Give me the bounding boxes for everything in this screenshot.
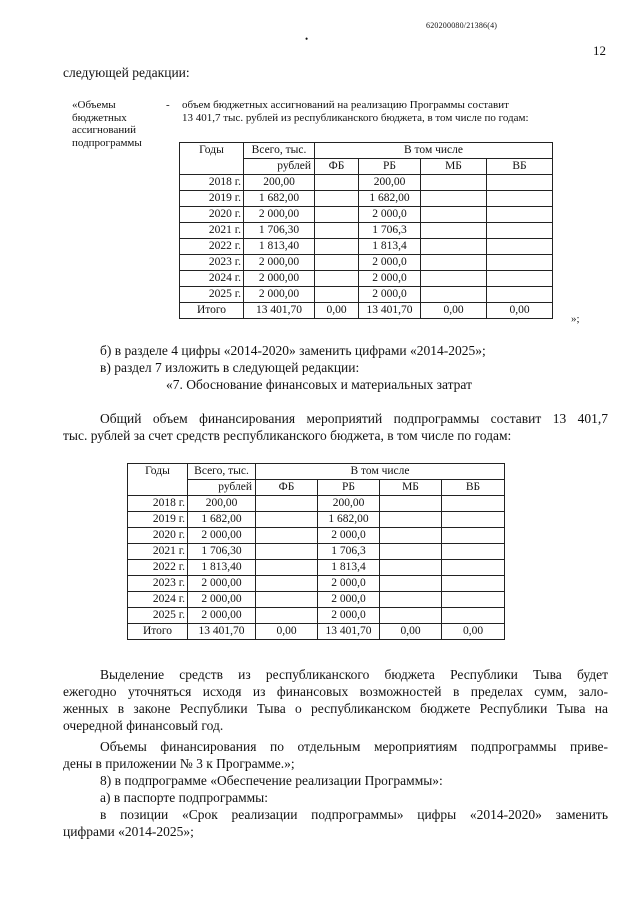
cell-rb: 1 813,4 — [318, 560, 380, 576]
cell-vb: 0,00 — [442, 624, 505, 640]
passport-label — [72, 99, 142, 149]
cell-mb — [421, 271, 487, 287]
passport-text-line: 13 401,7 тыс. рублей из республиканского бюджета, в том числе по годам: — [182, 111, 529, 124]
cell-fb — [315, 287, 359, 303]
allocation-line: женных в законе Республики Тыва о республиканском бюджете Республики Тыва на — [63, 701, 608, 716]
cell-vb — [442, 560, 505, 576]
total-line-2: тыс. рублей за счет средств республиканского бюджета, в том числе по годам: — [63, 428, 512, 443]
header-rb: РБ — [318, 480, 380, 496]
cell-total: 2 000,00 — [188, 528, 256, 544]
cell-mb — [421, 287, 487, 303]
cell-mb — [380, 528, 442, 544]
passport-close: »; — [571, 313, 580, 325]
cell-total: 1 682,00 — [244, 191, 315, 207]
cell-year: 2023 г. — [128, 576, 188, 592]
table-row — [180, 303, 553, 319]
position-line: в позиции «Срок реализации подпрограммы» цифры «2014-2020» заменить — [100, 807, 608, 822]
table-row — [128, 496, 505, 512]
cell-rb: 2 000,0 — [318, 576, 380, 592]
cell-total: 1 706,30 — [188, 544, 256, 560]
passport-label-line: подпрограммы — [72, 136, 142, 149]
header-including: В том числе — [315, 143, 553, 159]
volumes-paragraph — [63, 738, 608, 772]
cell-vb — [442, 592, 505, 608]
table-row — [180, 287, 553, 303]
cell-year: 2020 г. — [128, 528, 188, 544]
cell-rb: 2 000,0 — [359, 207, 421, 223]
cell-mb — [380, 576, 442, 592]
item-8: 8) в подпрограмме «Обеспечение реализации Программы»: — [100, 773, 443, 788]
cell-total: 1 813,40 — [188, 560, 256, 576]
cell-fb — [256, 544, 318, 560]
cell-total: 2 000,00 — [244, 271, 315, 287]
position-line: цифрами «2014-2025»; — [63, 824, 194, 839]
cell-mb: 0,00 — [380, 624, 442, 640]
cell-fb — [256, 608, 318, 624]
cell-fb: 0,00 — [315, 303, 359, 319]
cell-vb — [487, 223, 553, 239]
cell-vb — [442, 528, 505, 544]
cell-year: 2021 г. — [180, 223, 244, 239]
cell-fb — [315, 207, 359, 223]
cell-vb — [442, 576, 505, 592]
cell-total: 1 706,30 — [244, 223, 315, 239]
cell-mb — [380, 608, 442, 624]
cell-fb — [315, 239, 359, 255]
allocation-line: очередной финансовый год. — [63, 718, 224, 733]
cell-vb — [487, 255, 553, 271]
table-row — [128, 560, 505, 576]
table-row — [180, 271, 553, 287]
cell-fb — [315, 223, 359, 239]
table-header-row — [180, 143, 553, 159]
cell-mb — [421, 175, 487, 191]
cell-year: 2023 г. — [180, 255, 244, 271]
cell-fb — [256, 576, 318, 592]
cell-rb: 2 000,0 — [318, 528, 380, 544]
cell-rb: 200,00 — [359, 175, 421, 191]
cell-fb — [256, 560, 318, 576]
header-mb: МБ — [380, 480, 442, 496]
cell-fb — [315, 175, 359, 191]
cell-year: 2019 г. — [128, 512, 188, 528]
header-total-unit: рублей — [244, 159, 315, 175]
passport-label-line: «Объемы — [72, 99, 116, 111]
cell-mb — [421, 191, 487, 207]
allocation-line: Выделение средств из республиканского бюджета Республики Тыва будет — [100, 667, 608, 682]
cell-rb: 1 682,00 — [359, 191, 421, 207]
header-vb: ВБ — [487, 159, 553, 175]
cell-mb — [421, 255, 487, 271]
cell-total: 2 000,00 — [188, 576, 256, 592]
cell-year: 2019 г. — [180, 191, 244, 207]
cell-fb — [315, 271, 359, 287]
item-8a: а) в паспорте подпрограммы: — [100, 790, 268, 805]
cell-total: 2 000,00 — [244, 207, 315, 223]
volumes-line: дены в приложении № 3 к Программе.»; — [63, 756, 295, 771]
table-row — [128, 608, 505, 624]
table-row — [180, 191, 553, 207]
header-vb: ВБ — [442, 480, 505, 496]
cell-rb: 2 000,0 — [359, 255, 421, 271]
cell-total: 13 401,70 — [188, 624, 256, 640]
passport-text — [182, 99, 602, 124]
cell-year: 2025 г. — [180, 287, 244, 303]
table-row — [128, 528, 505, 544]
page-number: 12 — [593, 43, 606, 58]
cell-fb — [256, 496, 318, 512]
cell-mb — [421, 207, 487, 223]
cell-vb — [487, 207, 553, 223]
table-row — [128, 544, 505, 560]
header-total: Всего, тыс. — [188, 464, 256, 480]
cell-rb: 13 401,70 — [318, 624, 380, 640]
para-v: в) раздел 7 изложить в следующей редакции: — [100, 360, 360, 375]
cell-fb: 0,00 — [256, 624, 318, 640]
header-mb: МБ — [421, 159, 487, 175]
cell-rb: 1 706,3 — [359, 223, 421, 239]
intro-text: следующей редакции: — [63, 65, 190, 80]
cell-rb: 2 000,0 — [318, 608, 380, 624]
table-row — [180, 239, 553, 255]
cell-total: 2 000,00 — [188, 608, 256, 624]
table-row — [180, 255, 553, 271]
document-number: 620200080/21386(4) — [426, 21, 498, 30]
cell-mb — [380, 512, 442, 528]
cell-rb: 1 813,4 — [359, 239, 421, 255]
position-paragraph — [63, 806, 608, 840]
section7-funding-table — [127, 463, 505, 640]
cell-year: 2024 г. — [180, 271, 244, 287]
table-row — [128, 576, 505, 592]
allocation-line: ежегодно уточняться исходя из финансовых возможностей в пределах сумм, зало- — [63, 684, 608, 699]
cell-mb: 0,00 — [421, 303, 487, 319]
cell-vb — [487, 191, 553, 207]
cell-total: 2 000,00 — [188, 592, 256, 608]
cell-year: 2020 г. — [180, 207, 244, 223]
passport-dash: - — [166, 99, 170, 111]
cell-total: 2 000,00 — [244, 287, 315, 303]
table-row — [128, 624, 505, 640]
allocation-paragraph — [63, 666, 608, 734]
passport-funding-table — [179, 142, 553, 319]
cell-vb — [487, 175, 553, 191]
cell-total: 1 682,00 — [188, 512, 256, 528]
table-row — [180, 223, 553, 239]
cell-vb — [442, 496, 505, 512]
cell-vb — [442, 608, 505, 624]
table-row — [180, 207, 553, 223]
cell-fb — [256, 528, 318, 544]
cell-year: Итого — [128, 624, 188, 640]
cell-year: Итого — [180, 303, 244, 319]
table-row — [180, 175, 553, 191]
cell-mb — [380, 592, 442, 608]
cell-rb: 1 682,00 — [318, 512, 380, 528]
cell-vb: 0,00 — [487, 303, 553, 319]
cell-rb: 2 000,0 — [318, 592, 380, 608]
header-rb: РБ — [359, 159, 421, 175]
cell-total: 200,00 — [188, 496, 256, 512]
cell-fb — [256, 592, 318, 608]
cell-year: 2022 г. — [128, 560, 188, 576]
cell-year: 2024 г. — [128, 592, 188, 608]
cell-mb — [421, 239, 487, 255]
passport-text-line: объем бюджетных ассигнований на реализацию Программы составит — [182, 99, 509, 111]
cell-rb: 1 706,3 — [318, 544, 380, 560]
header-years: Годы — [180, 143, 244, 175]
header-years: Годы — [128, 464, 188, 496]
header-including: В том числе — [256, 464, 505, 480]
header-fb: ФБ — [256, 480, 318, 496]
cell-year: 2025 г. — [128, 608, 188, 624]
cell-total: 13 401,70 — [244, 303, 315, 319]
cell-total: 200,00 — [244, 175, 315, 191]
cell-mb — [380, 544, 442, 560]
cell-total: 1 813,40 — [244, 239, 315, 255]
section-7-title: «7. Обоснование финансовых и материальных затрат — [166, 377, 472, 392]
cell-total: 2 000,00 — [244, 255, 315, 271]
cell-year: 2018 г. — [128, 496, 188, 512]
table-row — [128, 592, 505, 608]
cell-vb — [442, 544, 505, 560]
total-line-1: Общий объем финансирования мероприятий подпрограммы составит 13 401,7 — [100, 411, 608, 426]
cell-year: 2021 г. — [128, 544, 188, 560]
cell-fb — [315, 255, 359, 271]
cell-fb — [315, 191, 359, 207]
passport-label-line: ассигнований — [72, 124, 137, 136]
cell-vb — [442, 512, 505, 528]
mark: • — [305, 34, 309, 44]
cell-rb: 200,00 — [318, 496, 380, 512]
cell-year: 2022 г. — [180, 239, 244, 255]
volumes-line: Объемы финансирования по отдельным мероприятиям подпрограммы приве- — [100, 739, 608, 754]
cell-vb — [487, 271, 553, 287]
table-row — [128, 512, 505, 528]
cell-vb — [487, 239, 553, 255]
cell-rb: 2 000,0 — [359, 271, 421, 287]
cell-fb — [256, 512, 318, 528]
cell-vb — [487, 287, 553, 303]
header-total: Всего, тыс. — [244, 143, 315, 159]
cell-mb — [421, 223, 487, 239]
cell-year: 2018 г. — [180, 175, 244, 191]
cell-rb: 2 000,0 — [359, 287, 421, 303]
passport-label-line: бюджетных — [72, 111, 127, 124]
header-total-unit: рублей — [188, 480, 256, 496]
header-fb: ФБ — [315, 159, 359, 175]
cell-rb: 13 401,70 — [359, 303, 421, 319]
table-header-row — [128, 464, 505, 480]
cell-mb — [380, 496, 442, 512]
para-b: б) в разделе 4 цифры «2014-2020» заменить цифрами «2014-2025»; — [100, 343, 486, 358]
cell-mb — [380, 560, 442, 576]
